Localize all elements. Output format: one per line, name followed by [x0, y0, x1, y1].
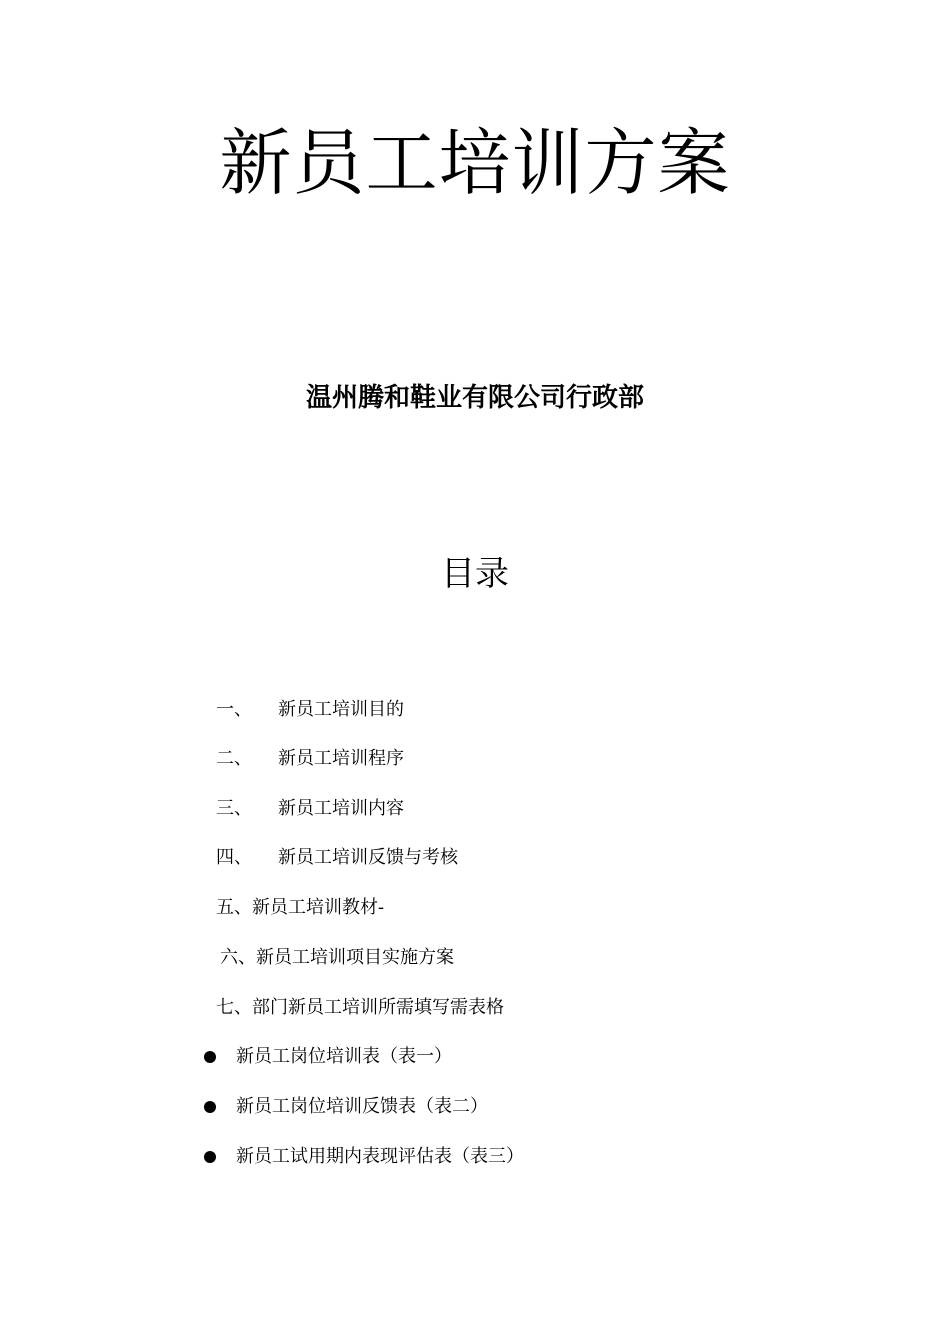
toc-item: [216, 895, 384, 921]
toc-item: [216, 697, 404, 723]
toc-item-text: 新员工培训目的: [278, 699, 404, 720]
toc-heading: 目录: [441, 554, 509, 594]
list-item-text: 新员工岗位培训反馈表（表二）: [236, 1096, 488, 1117]
toc-item-text: 新员工培训程序: [278, 748, 404, 769]
toc-item-text: 新员工培训反馈与考核: [278, 847, 458, 868]
toc-item-number: 四、: [216, 847, 252, 868]
toc-item: [216, 995, 504, 1021]
toc-item: [216, 796, 404, 822]
toc-item: [220, 945, 454, 971]
bullet-icon: [204, 1151, 216, 1163]
toc-item-text: 新员工培训内容: [278, 798, 404, 819]
organization-name: 温州腾和鞋业有限公司行政部: [305, 383, 644, 413]
document-title: 新员工培训方案: [219, 121, 731, 205]
toc-item: [216, 746, 404, 772]
toc-item-number: 三、: [216, 798, 252, 819]
bullet-icon: [204, 1051, 216, 1063]
toc-item-text: 六、新员工培训项目实施方案: [220, 947, 454, 968]
list-item-text: 新员工岗位培训表（表一）: [236, 1046, 452, 1067]
bullet-icon: [204, 1101, 216, 1113]
toc-item-text: 五、新员工培训教材-: [216, 897, 385, 918]
list-item-text: 新员工试用期内表现评估表（表三）: [236, 1146, 524, 1167]
toc-item-number: 二、: [216, 748, 252, 769]
toc-item: [216, 845, 458, 871]
toc-item-number: 一、: [216, 699, 252, 720]
toc-item-text: 七、部门新员工培训所需填写需表格: [216, 997, 504, 1018]
